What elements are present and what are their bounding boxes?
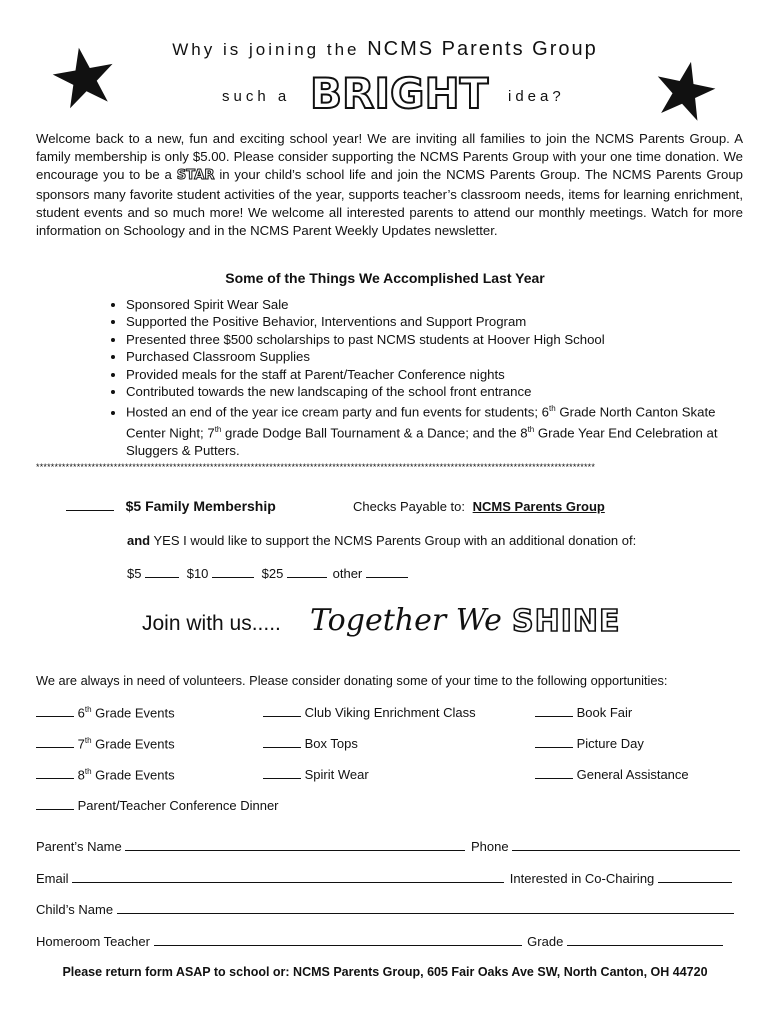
homeroom-field[interactable] — [154, 934, 522, 946]
item-text: Hosted an end of the year ice cream party and fun events for students; 6 — [126, 404, 549, 420]
vol-label: Grade Events — [91, 767, 175, 783]
vol-label: Grade Events — [91, 705, 175, 721]
vol-label: 8 — [77, 767, 85, 783]
vol-label: 7 — [77, 736, 85, 752]
donation-and: and — [127, 533, 151, 548]
list-item: • Supported the Positive Behavior, Interventions and Support Program — [126, 313, 746, 330]
grade-label: Grade — [527, 934, 564, 949]
vol-label: General Assistance — [576, 767, 689, 782]
volunteer-book-fair — [535, 705, 632, 720]
list-item: • Provided meals for the staff at Parent/Teacher Conference nights — [126, 366, 746, 383]
sup: th — [527, 425, 535, 435]
vol-label: Box Tops — [304, 736, 358, 751]
vol-blank[interactable] — [36, 767, 74, 779]
vol-label: Club Viking Enrichment Class — [304, 705, 476, 720]
amount-5-blank[interactable] — [145, 566, 179, 578]
star-word: STAR — [176, 168, 215, 184]
shine-text: SHINE — [512, 604, 621, 639]
vol-blank[interactable] — [535, 736, 573, 748]
donation-amounts — [127, 566, 408, 581]
volunteer-7th — [36, 736, 175, 751]
volunteer-box-tops — [263, 736, 358, 751]
amount-other: other — [332, 566, 363, 581]
child-name-field[interactable] — [117, 902, 734, 914]
vol-blank[interactable] — [36, 736, 74, 748]
title-group-name: NCMS Parents Group — [367, 38, 598, 60]
vol-blank[interactable] — [263, 767, 301, 779]
amount-5: $5 — [127, 566, 142, 581]
intro-paragraph — [36, 130, 743, 240]
vol-blank[interactable] — [535, 705, 573, 717]
checks-payee: NCMS Parents Group — [472, 499, 605, 514]
together-we-text: Together We — [310, 603, 502, 638]
email-label: Email — [36, 871, 69, 886]
parent-name-label: Parent’s Name — [36, 839, 122, 854]
amount-other-blank[interactable] — [366, 566, 408, 578]
vol-blank[interactable] — [263, 705, 301, 717]
phone-field[interactable] — [512, 839, 740, 851]
list-item: • Contributed towards the new landscaping of the school front entrance — [126, 383, 746, 400]
intro-text-1: Welcome back to a new, fun and exciting school year! We are inviting all families to join the NCMS Parents Group. A family membership is only $5.00. Please consider supporting the NCMS Parents Group with your one time donation. We encourage you to be a — [36, 131, 743, 183]
vol-blank[interactable] — [36, 705, 74, 717]
vol-blank[interactable] — [535, 767, 573, 779]
vol-label: Book Fair — [576, 705, 633, 720]
volunteer-picture-day — [535, 736, 644, 751]
title-such-a: such a — [222, 88, 291, 105]
intro-text-2: in your child’s school life and join the NCMS Parents Group. The NCMS Parents Group sponsors many favorite student activities of the year, supports teacher’s classroom needs, items for learning enrichment, student events and so much more! We welcome all interested parents to attend our monthly meetings. Watch for more information on Schoology and in the NCMS Parent Weekly Updates newsletter. — [36, 167, 743, 239]
item-text: Grade Year End Celebration at Sluggers & Putters. — [126, 425, 718, 459]
vol-label: Spirit Wear — [304, 767, 369, 782]
list-item: • Purchased Classroom Supplies — [126, 348, 746, 365]
star-icon-right — [652, 58, 718, 122]
title-bright: BRIGHT — [310, 69, 489, 118]
phone-label: Phone — [471, 839, 509, 854]
sup: th — [84, 767, 92, 776]
sup: th — [84, 705, 92, 714]
volunteer-general — [535, 767, 689, 782]
child-name-row — [36, 902, 734, 917]
vol-label: Grade Events — [91, 736, 175, 752]
vol-label: Picture Day — [576, 736, 644, 751]
volunteer-6th — [36, 705, 175, 720]
parent-name-row — [36, 839, 740, 854]
vol-label: 6 — [77, 705, 85, 721]
item-text: Grade North Canton Skate Center Night; 7 — [126, 404, 716, 441]
membership-row — [66, 498, 276, 514]
join-text: Join with us..... — [142, 612, 281, 635]
cochair-label: Interested in Co-Chairing — [509, 871, 655, 886]
footer-return-note: Please return form ASAP to school or: NCMS Parents Group, 605 Fair Oaks Ave SW, North Canton, OH 44720 — [62, 965, 708, 979]
volunteer-8th — [36, 767, 175, 782]
volunteer-intro: We are always in need of volunteers. Please consider donating some of your time to the following opportunities: — [36, 673, 668, 688]
vol-blank[interactable] — [36, 798, 74, 810]
grade-field[interactable] — [567, 934, 723, 946]
volunteer-club-viking — [263, 705, 476, 720]
donation-line — [127, 533, 636, 548]
accomplishments-list — [108, 296, 746, 459]
homeroom-row — [36, 934, 723, 949]
amount-10: $10 — [186, 566, 209, 581]
amount-10-blank[interactable] — [212, 566, 254, 578]
parent-name-field[interactable] — [125, 839, 465, 851]
email-field[interactable] — [72, 871, 504, 883]
vol-blank[interactable] — [263, 736, 301, 748]
cochair-field[interactable] — [658, 871, 732, 883]
membership-blank[interactable] — [66, 499, 114, 511]
list-item: • Presented three $500 scholarships to past NCMS students at Hoover High School — [126, 331, 746, 348]
list-item: • Sponsored Spirit Wear Sale — [126, 296, 746, 313]
amount-25-blank[interactable] — [287, 566, 327, 578]
title-line1: Why is joining the — [172, 40, 368, 59]
checks-payable — [353, 499, 605, 514]
sup: th — [214, 425, 222, 435]
page-title — [0, 38, 770, 61]
child-name-label: Child’s Name — [36, 902, 114, 917]
item-text: grade Dodge Ball Tournament & a Dance; and the 8 — [221, 425, 528, 441]
donation-text: YES I would like to support the NCMS Parents Group with an additional donation of: — [150, 533, 637, 548]
accomplishments-title: Some of the Things We Accomplished Last Year — [225, 270, 545, 286]
list-item — [126, 400, 746, 459]
title-idea: idea? — [508, 88, 565, 105]
volunteer-spirit-wear — [263, 767, 369, 782]
vol-label: Parent/Teacher Conference Dinner — [77, 798, 279, 813]
amount-25: $25 — [261, 566, 284, 581]
sup: th — [84, 736, 92, 745]
volunteer-conference-dinner — [36, 798, 279, 813]
separator-line: ******************************************************************************************************************************************************* — [36, 462, 596, 472]
checks-label: Checks Payable to: — [353, 499, 466, 514]
homeroom-label: Homeroom Teacher — [36, 934, 150, 949]
email-row — [36, 871, 732, 886]
sup: th — [548, 404, 556, 414]
membership-label: $5 Family Membership — [125, 498, 276, 514]
